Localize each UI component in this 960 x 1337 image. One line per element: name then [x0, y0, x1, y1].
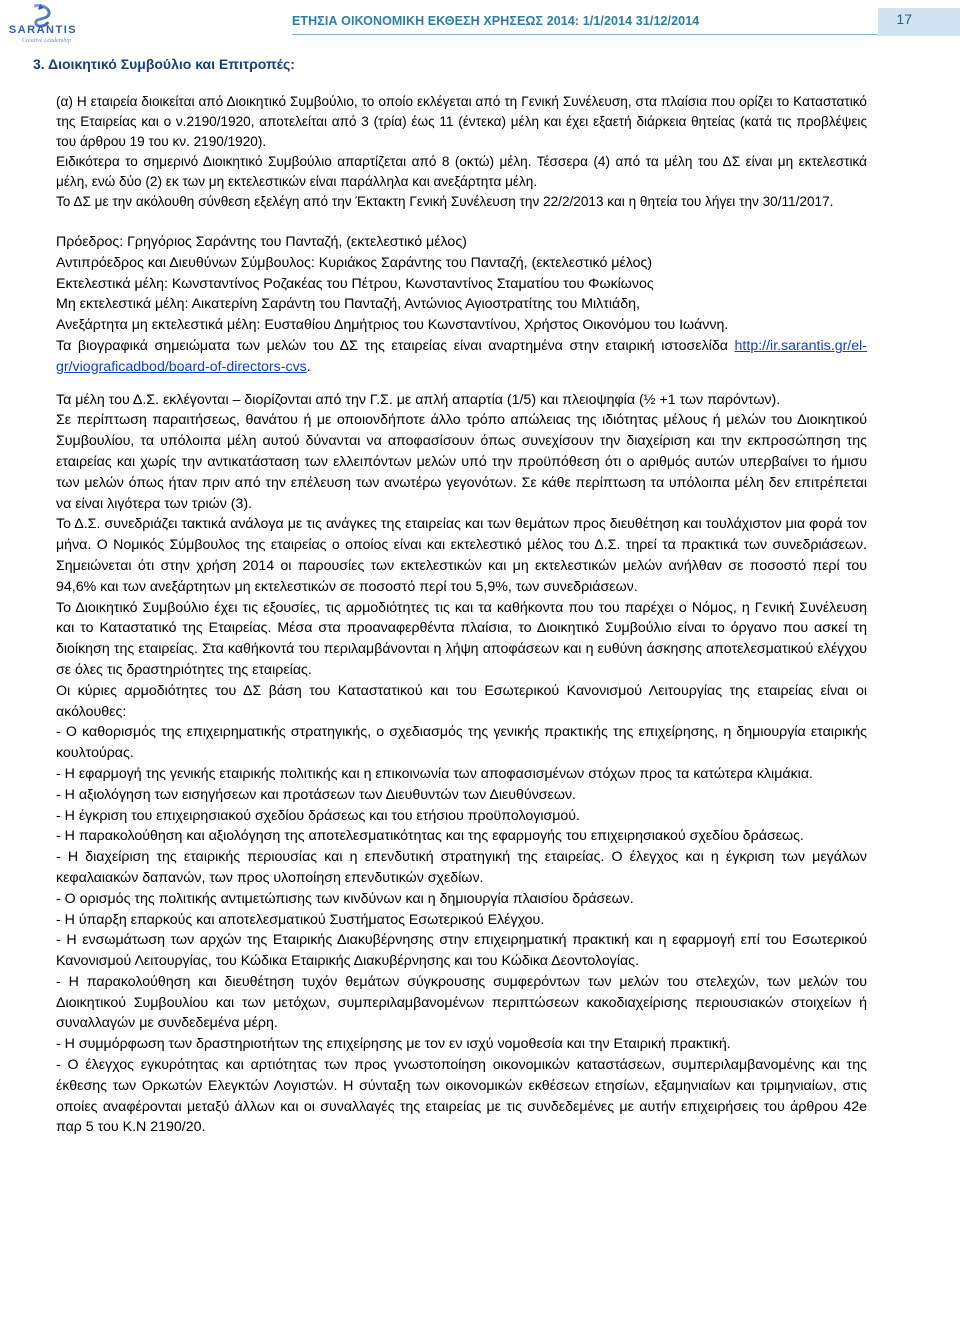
bios-end: . [306, 358, 311, 375]
list-item: - Η παρακολούθηση και αξιολόγηση της αποτελεσματικότητας και της εφαρμογής του επιχειρησιακού σχεδίου δράσεως. [56, 828, 804, 845]
list-item: - Η συμμόρφωση των δραστηριοτήτων της επιχείρησης με τον εν ισχύ νομοθεσία και την Εταιρική πρακτική. [56, 1036, 731, 1053]
document-body [56, 92, 867, 1138]
member-chairman: Πρόεδρος: Γρηγόριος Σαράντης του Πανταζή, (εκτελεστικό μέλος) [56, 234, 467, 250]
paragraph-bios [56, 336, 867, 378]
page-number: 17 [896, 11, 912, 27]
logo-tagline: Creative Leadership [22, 38, 71, 44]
member-independent: Ανεξάρτητα μη εκτελεστικά μέλη: Ευσταθίου Δημήτριος του Κωνσταντίνου, Χρήστος Οικονόμου του Ιωάννη. [56, 317, 729, 334]
paragraph-resignation: Σε περίπτωση παραιτήσεως, θανάτου ή με οποιονδήποτε άλλο τρόπο απώλειας της ιδιότητας μέλους ή μελών του Διοικητικού Συμβουλίου, τα υπόλοιπα μέλη αυτού δύνανται να αποφασίσουν όπως συνεχίσουν την διαχείριση και την εκπροσώπηση της εταιρείας και χωρίς την αντικατάσταση των ελλειπόντων μελών υπό την προϋπόθεση ότι ο αριθμός αυτών υπερβαίνει το ήμισυ των μελών όπως ήταν πριν από την επέλευση των ανωτέρω γεγονότων. Σε κάθε περίπτωση τα υπόλοιπα μέλη δεν επιτρέπεται να είναι λιγότερα των τριών (3). [56, 412, 867, 512]
report-title: ΕΤΗΣΙΑ ΟΙΚΟΝΟΜΙΚΗ ΕΚΘΕΣΗ ΧΡΗΣΕΩΣ 2014: 1/1/2014 31/12/2014 [292, 14, 700, 28]
sarantis-logo [4, 2, 80, 48]
paragraph-duties-intro: Οι κύριες αρμοδιότητες του ΔΣ βάση του Καταστατικού και του Εσωτερικού Κανονισμού Λειτουργίας της εταιρείας είναι οι ακόλουθες: [56, 682, 867, 720]
section-heading: 3. Διοικητικό Συμβούλιο και Επιτροπές: [33, 56, 295, 72]
paragraph-powers: Το Διοικητικό Συμβούλιο έχει τις εξουσίες, τις αρμοδιότητες τις και τα καθήκοντα που του παρέχει ο Νόμος, η Γενική Συνέλευση και το Καταστατικό της Εταιρείας. Μέσα στα προαναφερθέντα πλαίσια, το Διοικητικό Συμβούλιο είναι το όργανο που ασκεί τη διοίκηση της εταιρείας. Στα καθήκοντά του περιλαμβάνονται η λήψη αποφάσεων και η ευθύνη άσκησης αποτελεσματικού ελέγχου σε όλες τις δραστηριότητες της εταιρείας. [56, 599, 867, 678]
list-item: - Η εφαρμογή της γενικής εταιρικής πολιτικής και η επικοινωνία των αποφασισμένων στόχων προς τα κατώτερα κλιμάκια. [56, 765, 813, 782]
bios-text: Τα βιογραφικά σημειώματα των μελών του ΔΣ της εταιρείας είναι αναρτημένα στην εταιρική ιστοσελίδα [56, 337, 728, 354]
duties-list [56, 722, 867, 1138]
logo-wordmark: SARANTIS [8, 24, 78, 36]
member-non-executive: Μη εκτελεστικά μέλη: Αικατερίνη Σαράντη του Πανταζή, Αντώνιος Αγιοστρατίτης του Μιλτιάδη, [56, 296, 640, 313]
member-vice-chairman: Αντιπρόεδρος και Διευθύνων Σύμβουλος: Κυριάκος Σαράντης του Πανταζή, (εκτελεστικό μέλος) [56, 254, 653, 271]
list-item: - Ο έλεγχος εγκυρότητας και αρτιότητας των προς γνωστοποίηση οικονομικών καταστάσεων, συμπεριλαμβανομένης και της έκθεσης των Ορκωτών Ελεγκτών Λογιστών. Η σύνταξη των οικονομικών εκθέσεων ετησίων, εξαμηνιαίων και τριμηνιαίων, στις οποίες αναφέρονται μεταξύ άλλων και οι συναλλαγές της εταιρείας με τις συνδεδεμένες με αυτήν επιχειρήσεις του άρθρου 42e παρ 5 του Κ.Ν 2190/20. [56, 1057, 867, 1136]
list-item: - Η παρακολούθηση και διευθέτηση τυχόν θεμάτων σύγκρουσης συμφερόντων των μελών του στελεχών, των μελών του Διοικητικού Συμβουλίου και των μετόχων, συμπεριλαμβανομένων περιπτώσεων κακοδιαχείρισης περιουσιακών στοιχείων ή συναλλαγών με συνδεδεμένα μέρη. [56, 973, 867, 1032]
paragraph-board-members-count: Ειδικότερα το σημερινό Διοικητικό Συμβούλιο απαρτίζεται από 8 (οκτώ) μέλη. Τέσσερα (4) από τα μέλη του ΔΣ είναι μη εκτελεστικά μέλη, ενώ δύο (2) εκ των μη εκτελεστικών είναι παράλληλα και ανεξάρτητα μέλη. [56, 154, 867, 189]
list-item: - Η έγκριση του επιχειρησιακού σχεδίου δράσεως και του ετήσιου προϋπολογισμού. [56, 807, 581, 824]
list-item: - Η ενσωμάτωση των αρχών της Εταιρικής Διακυβέρνησης στην επιχειρηματική πρακτική και η εφαρμογή επί του Εσωτερικού Κανονισμού Λειτουργίας, του Κώδικα Εταιρικής Διακυβέρνησης και του Κώδικα Δεοντολογίας. [56, 932, 867, 970]
spacer [56, 212, 867, 232]
list-item: - Ο ορισμός της πολιτικής αντιμετώπισης των κινδύνων και η δημιουργία πλαισίου δράσεων. [56, 890, 634, 907]
page-number-tab [878, 8, 960, 36]
page-header [0, 0, 960, 50]
paragraph-quorum: Τα μέλη του Δ.Σ. εκλέγονται – διορίζονται από την Γ.Σ. με απλή απαρτία (1/5) και πλειοψηφία (½ +1 των παρόντων). [56, 391, 781, 408]
list-item: - Η ύπαρξη επαρκούς και αποτελεσματικού Συστήματος Εσωτερικού Ελέγχου. [56, 911, 545, 928]
header-divider [292, 34, 878, 35]
board-cvs-link[interactable]: http://ir.sarantis.gr/el-gr/viograficadbod/board-of-directors-cvs [56, 337, 868, 375]
paragraph-meetings: Το Δ.Σ. συνεδριάζει τακτικά ανάλογα με τις ανάγκες της εταιρείας και των θεμάτων προς διευθέτηση και τουλάχιστον μια φορά τον μήνα. Ο Νομικός Σύμβουλος της εταιρείας ο οποίος είναι και εκτελεστικό μέλος του Δ.Σ. τηρεί τα πρακτικά των συνεδριάσεων. Σημειώνεται ότι στην χρήση 2014 οι παρουσίες των εκτελεστικών και μη εκτελεστικών μελών ανήλθαν σε ποσοστό περί του 94,6% και των ανεξάρτητων μη εκτελεστικών σε ποσοστό περί του 5,9%, των συνεδριάσεων. [56, 516, 867, 595]
list-item: - Η αξιολόγηση των εισηγήσεων και προτάσεων των Διευθυντών των Διευθύνσεων. [56, 786, 576, 803]
spacer [56, 378, 867, 390]
list-item: - Η διαχείριση της εταιρικής περιουσίας και η επενδυτική στρατηγική της εταιρείας. Ο έλεγχος και η έγκριση των μεγάλων κεφαλαιακών δαπανών, των προς υλοποίηση επενδυτικών σχεδίων. [56, 849, 867, 886]
paragraph-board-election: Το ΔΣ με την ακόλουθη σύνθεση εξελέγη από την Έκτακτη Γενική Συνέλευση την 22/2/2013 και η θητεία του λήγει την 30/11/2017. [56, 194, 834, 209]
paragraph-board-composition: (α) Η εταιρεία διοικείται από Διοικητικό Συμβούλιο, το οποίο εκλέγεται από τη Γενική Συνέλευση, στα πλαίσια που ορίζει το Καταστατικό της Εταιρείας και ο ν.2190/1920, αποτελείται από 3 (τρία) έως 11 (έντεκα) μέλη και έχει εξαετή διάρκεια θητείας (κατά τις προβλέψεις του άρθρου 19 του κν. 2190/1920). [56, 94, 867, 149]
list-item: - Ο καθορισμός της επιχειρηματικής στρατηγικής, ο σχεδιασμός της γενικής πρακτικής της επιχείρησης, η δημιουργία εταιρικής κουλτούρας. [56, 724, 867, 762]
member-executive: Εκτελεστικά μέλη: Κωνσταντίνος Ροζακέας του Πέτρου, Κωνσταντίνος Σταματίου του Φωκίωνος [56, 275, 654, 292]
